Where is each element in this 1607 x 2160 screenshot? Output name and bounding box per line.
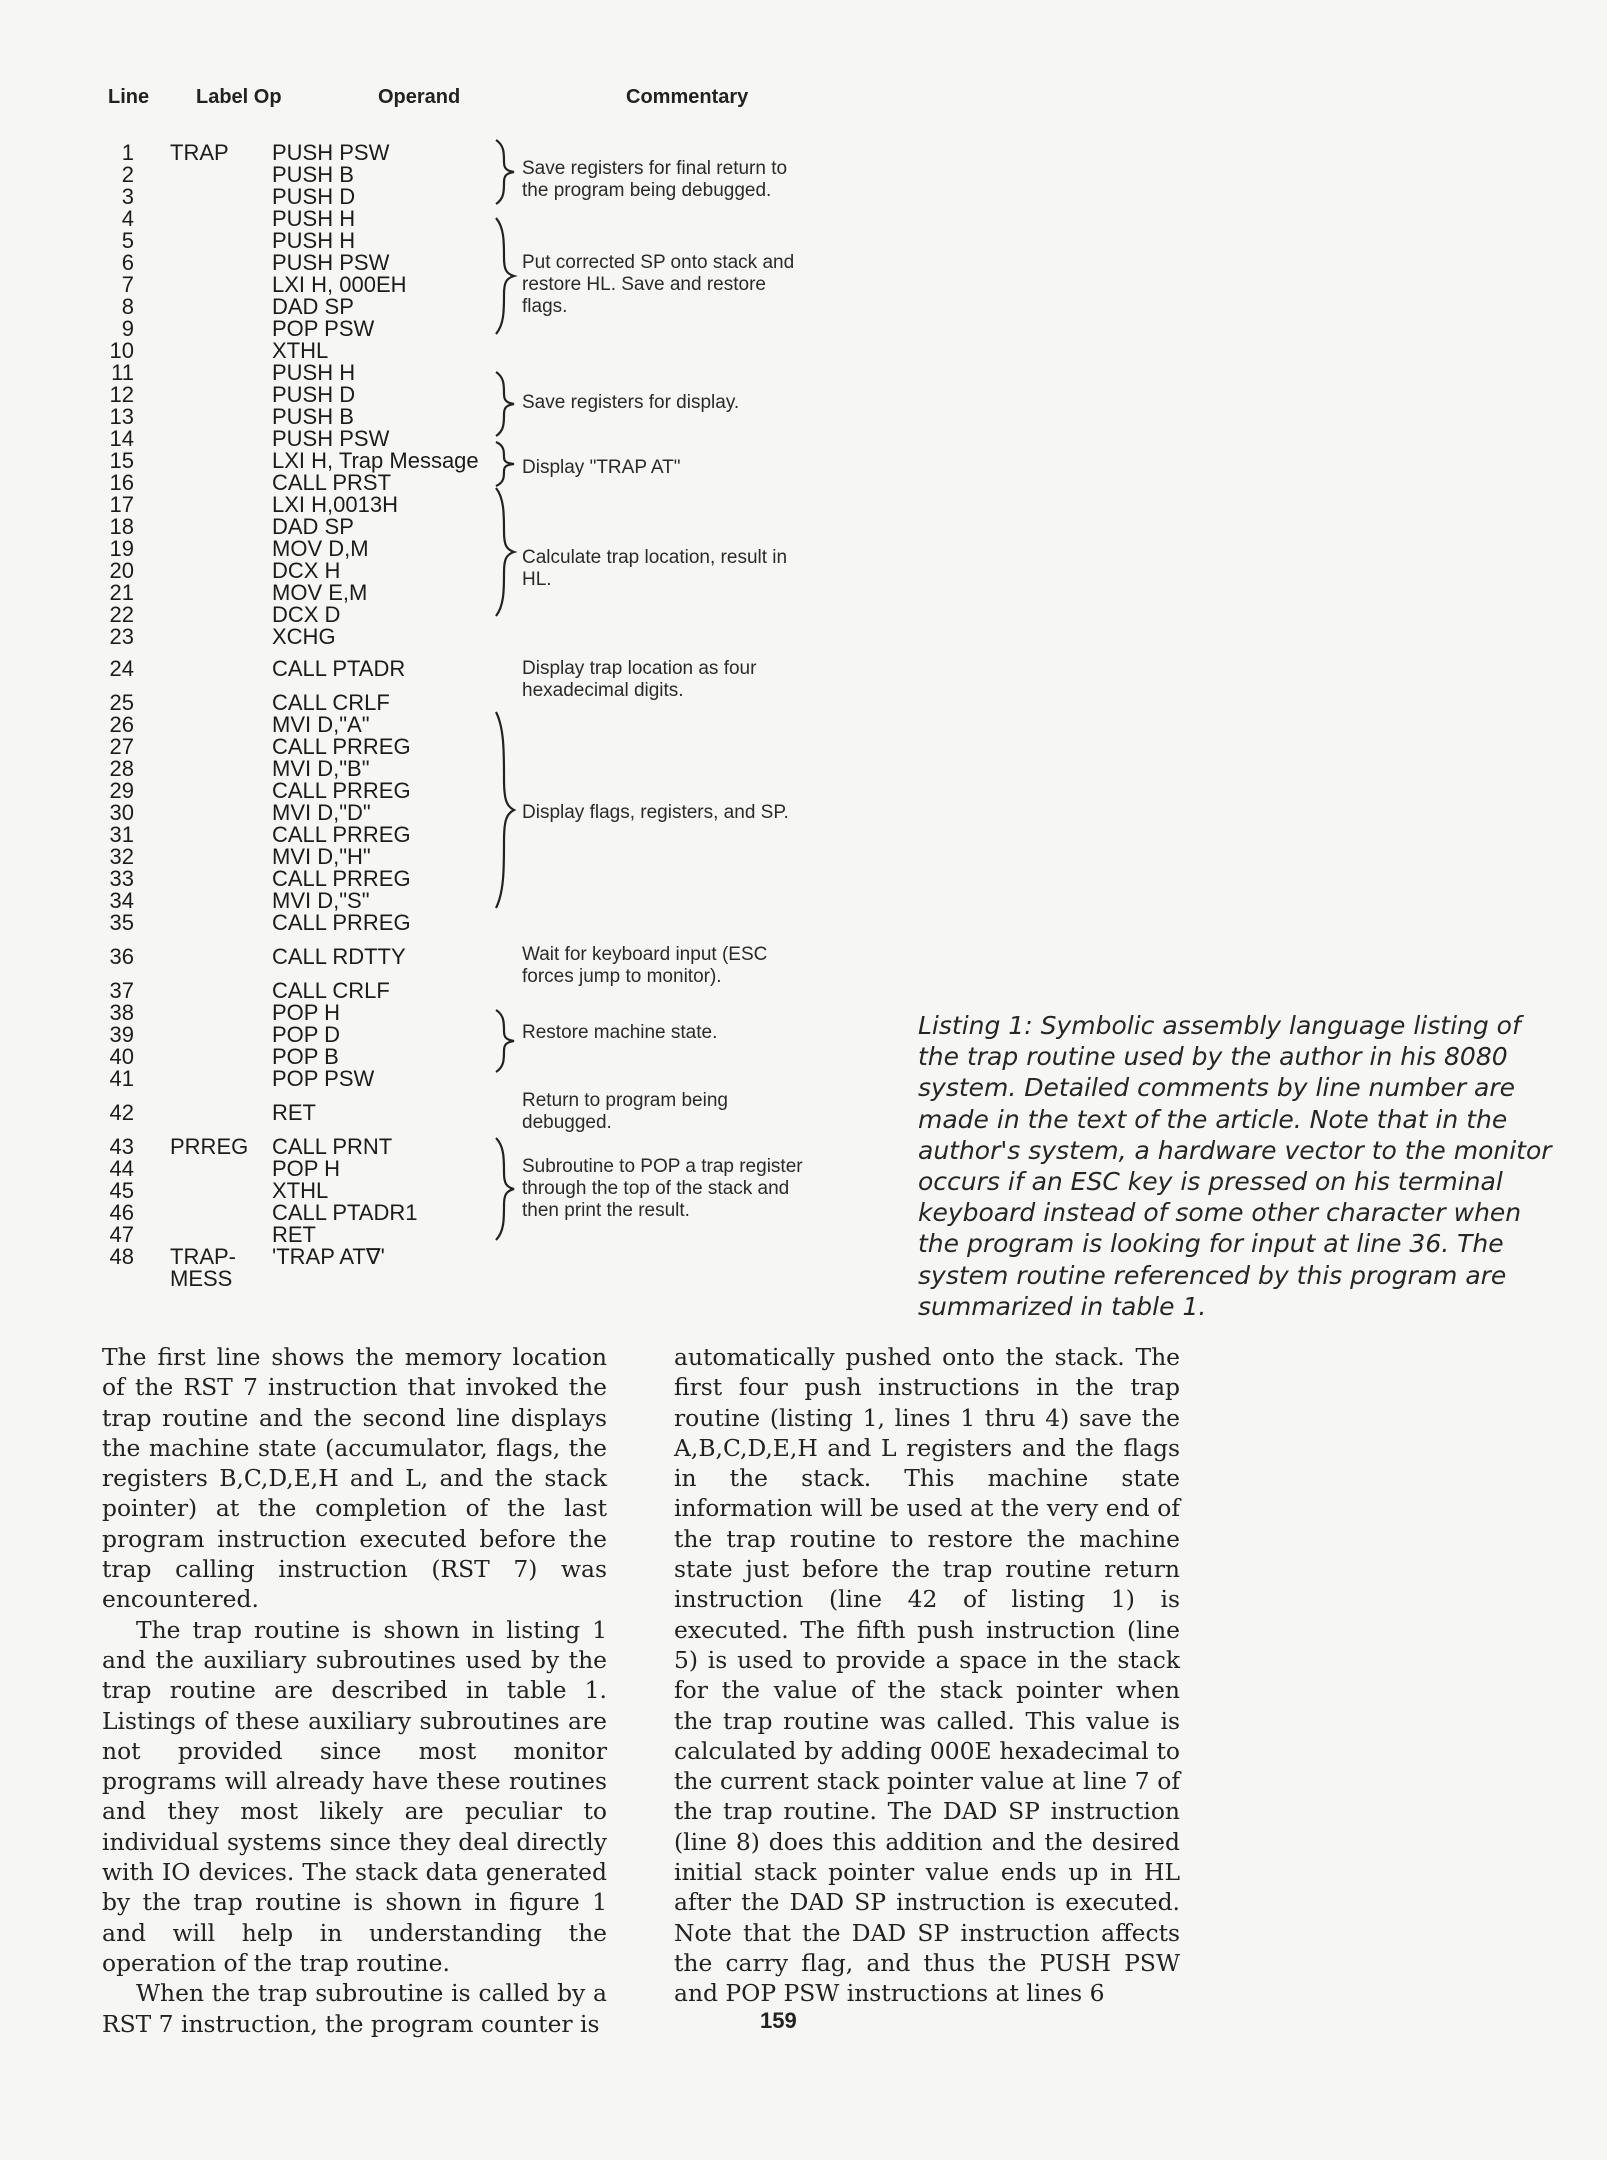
line-number: 48 [109,1244,134,1269]
line-number: 14 [109,426,134,451]
comment-subroutine-pop: Subroutine to POP a trap register through the top of the stack and then print the result. [522,1156,803,1221]
line-instruction: 'TRAP AT∇' [272,1244,385,1269]
line-instruction: MVI D,"D" [272,800,371,825]
line-number: 45 [109,1178,134,1203]
line-instruction: RET [272,1100,316,1125]
brace [488,488,518,616]
brace [488,1138,518,1240]
line-number: 43 [109,1134,134,1159]
comment-wait-keyboard: Wait for keyboard input (ESC forces jump to monitor). [522,944,768,987]
comment-return: Return to program being debugged. [522,1090,728,1133]
line-number: 3 [121,184,134,209]
line-instruction: POP D [272,1022,341,1047]
line-number: 8 [121,294,134,319]
body-column-left [102,1342,607,2039]
line-instruction: CALL PRREG [272,778,411,803]
line-instruction: MVI D,"H" [272,844,371,869]
line-number: 40 [109,1044,134,1069]
line-instruction: XTHL [272,338,329,363]
line-number: 21 [109,580,134,605]
line-number: 27 [109,734,134,759]
line-instruction: POP PSW [272,316,375,341]
line-number: 42 [109,1100,134,1125]
line-instruction: PUSH B [272,404,354,429]
line-instruction: RET [272,1222,316,1247]
line-number: 34 [109,888,134,913]
line-number: 33 [109,866,134,891]
line-number: 30 [109,800,134,825]
brace [488,140,518,204]
line-instruction: CALL PRREG [272,734,411,759]
comment-save-display: Save registers for display. [522,392,740,413]
line-instruction: PUSH H [272,228,356,253]
line-instruction: CALL PRNT [272,1134,393,1159]
line-instruction: PUSH D [272,382,356,407]
line-number: 19 [109,536,134,561]
line-number: 29 [109,778,134,803]
line-number: 25 [109,690,134,715]
line-number: 23 [109,624,134,649]
line-instruction: CALL CRLF [272,978,390,1003]
line-number: 26 [109,712,134,737]
line-instruction: CALL PRREG [272,866,411,891]
header-operand: Operand [378,86,461,108]
line-number: 24 [109,656,134,681]
comment-restore-state: Restore machine state. [522,1022,718,1043]
line-instruction: CALL PTADR1 [272,1200,418,1225]
line-number: 17 [109,492,134,517]
line-number: 28 [109,756,134,781]
line-number: 36 [109,944,134,969]
line-number: 35 [109,910,134,935]
line-instruction: XTHL [272,1178,329,1203]
header-label-op: Label Op [196,86,282,108]
line-instruction: LXI H, Trap Message [272,448,479,473]
line-instruction: POP H [272,1000,341,1025]
line-instruction: DCX D [272,602,341,627]
line-instruction: XCHG [272,624,336,649]
line-number: 41 [109,1066,134,1091]
line-instruction: PUSH PSW [272,140,390,165]
line-instruction: MOV D,M [272,536,369,561]
comment-display-trap-at: Display "TRAP AT" [522,457,681,478]
line-number: 1 [121,140,134,165]
label-continuation: MESS [170,1266,233,1291]
line-instruction: PUSH D [272,184,356,209]
line-instruction: PUSH PSW [272,250,390,275]
line-instruction: MOV E,M [272,580,368,605]
paragraph: The trap routine is shown in listing 1 and the auxiliary subroutines used by the trap routine are described in table 1. Listings of these auxiliary subroutines are not provided since most monitor programs will already have these routines and they most likely are peculiar to individual systems since they deal directly with IO devices. The stack data generated by the trap routine is shown in figure 1 and will help in understanding the operation of the trap routine. [102,1615,607,1977]
line-instruction: LXI H,0013H [272,492,398,517]
comment-corrected-sp: Put corrected SP onto stack and restore HL. Save and restore flags. [522,252,795,317]
line-label: TRAP- [170,1244,236,1269]
line-number: 44 [109,1156,134,1181]
brace [488,218,518,334]
line-number: 5 [121,228,134,253]
line-instruction: PUSH PSW [272,426,390,451]
line-instruction: LXI H, 000EH [272,272,407,297]
line-instruction: CALL CRLF [272,690,390,715]
line-number: 18 [109,514,134,539]
line-instruction: PUSH B [272,162,354,187]
line-instruction: PUSH H [272,206,356,231]
comment-display-location: Display trap location as four hexadecimal digits. [522,658,757,701]
line-instruction: DAD SP [272,514,354,539]
line-number: 16 [109,470,134,495]
line-number: 47 [109,1222,134,1247]
line-number: 32 [109,844,134,869]
comment-save-registers: Save registers for final return to the program being debugged. [522,158,788,201]
line-number: 22 [109,602,134,627]
line-number: 37 [109,978,134,1003]
line-label: TRAP [170,140,229,165]
line-instruction: DCX H [272,558,341,583]
comment-display-flags: Display flags, registers, and SP. [522,802,789,823]
comment-calculate-trap: Calculate trap location, result in HL. [522,547,788,590]
line-instruction: CALL RDTTY [272,944,406,969]
line-number: 4 [121,206,134,231]
line-number: 13 [109,404,134,429]
paragraph: The first line shows the memory location of the RST 7 instruction that invoked the trap routine and the second line displays the machine state (accumulator, flags, the registers B,C,D,E,H and L, and the stack pointer) at the completion of the last program instruction executed before the trap calling instruction (RST 7) was encountered. [102,1343,607,1614]
line-instruction: CALL PRREG [272,910,411,935]
line-instruction: MVI D,"A" [272,712,370,737]
line-number: 38 [109,1000,134,1025]
line-number: 9 [121,316,134,341]
line-number: 2 [121,162,134,187]
line-number: 7 [121,272,134,297]
line-instruction: MVI D,"B" [272,756,370,781]
line-number: 46 [109,1200,134,1225]
page-number: 159 [760,2008,797,2033]
line-instruction: CALL PTADR [272,656,406,681]
line-number: 10 [109,338,134,363]
line-number: 39 [109,1022,134,1047]
line-number: 12 [109,382,134,407]
line-instruction: PUSH H [272,360,356,385]
line-instruction: POP PSW [272,1066,375,1091]
line-number: 6 [121,250,134,275]
paragraph: When the trap subroutine is called by a RST 7 instruction, the program counter is [102,1979,607,2038]
line-label: PRREG [170,1134,249,1159]
line-instruction: DAD SP [272,294,354,319]
line-number: 11 [111,360,134,385]
line-instruction: POP H [272,1156,341,1181]
line-number: 20 [109,558,134,583]
line-number: 15 [109,448,134,473]
listing-caption: Listing 1: Symbolic assembly language listing of the trap routine used by the author in his 8080 system. Detailed comments by line number are made in the text of the article. Note that in the author's system, a hardware vector to the monitor occurs if an ESC key is pressed on his terminal keyboard instead of some other character when the program is looking for input at line 36. The system routine referenced by this program are summarized in table 1. [918,1011,1552,1321]
header-commentary: Commentary [626,86,749,108]
brace [488,372,518,436]
line-instruction: POP B [272,1044,339,1069]
brace [488,712,518,908]
line-instruction: CALL PRREG [272,822,411,847]
brace [488,442,518,486]
brace [488,1010,518,1072]
line-instruction: CALL PRST [272,470,392,495]
paragraph: automatically pushed onto the stack. The first four push instructions in the trap routine (listing 1, lines 1 thru 4) save the A,B,C,D,E,H and L registers and the flags in the stack. This machine state information will be used at the very end of the trap routine to restore the machine state just before the trap routine return instruction (line 42 of listing 1) is executed. The fifth push instruction (line 5) is used to provide a space in the stack for the value of the stack pointer when the trap routine was called. This value is calculated by adding 000E hexadecimal to the current stack pointer value at line 7 of the trap routine. The DAD SP instruction (line 8) does this addition and the desired initial stack pointer value ends up in HL after the DAD SP instruction is executed. Note that the DAD SP instruction affects the carry flag, and thus the PUSH PSW and POP PSW instructions at lines 6 [674,1343,1180,2008]
header-line: Line [108,86,150,108]
line-number: 31 [109,822,134,847]
line-instruction: MVI D,"S" [272,888,370,913]
body-column-right [674,1342,1180,2009]
